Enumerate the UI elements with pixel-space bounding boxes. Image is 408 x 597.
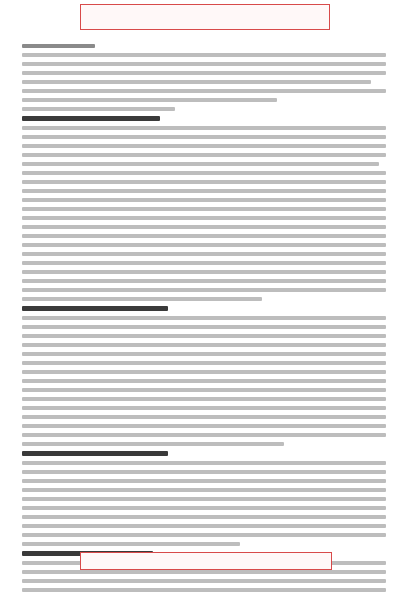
- document-body: [22, 44, 386, 597]
- header-banner: [80, 4, 330, 30]
- footer-bar: [80, 552, 332, 570]
